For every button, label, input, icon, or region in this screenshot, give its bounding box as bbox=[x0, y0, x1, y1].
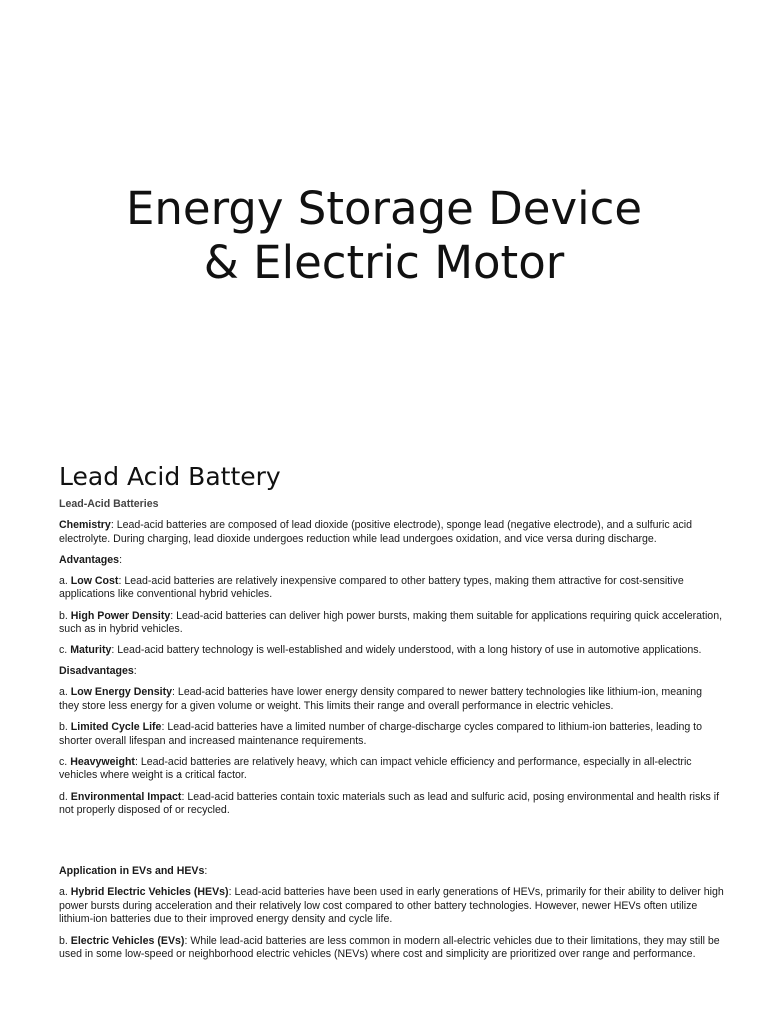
item-prefix: d. bbox=[59, 790, 71, 803]
chemistry-label: Chemistry bbox=[59, 519, 111, 532]
item-text: : While lead-acid batteries are less common in modern all-electric vehicles due to their limitations, they may still be used in some low-speed or neighborhood electric vehicles (NEVs) where cost and simplicity are prioritized over range and performance. bbox=[59, 934, 720, 961]
list-item bbox=[59, 610, 724, 637]
item-prefix: a. bbox=[59, 574, 71, 587]
item-text: : Lead-acid batteries contain toxic materials such as lead and sulfuric acid, posing environmental and health risks if not properly disposed of or recycled. bbox=[59, 790, 720, 817]
item-prefix: b. bbox=[59, 721, 71, 734]
list-item bbox=[59, 886, 724, 927]
body-text bbox=[59, 498, 724, 962]
list-item bbox=[59, 935, 724, 962]
title-line-1: Energy Storage Device bbox=[125, 182, 643, 235]
item-text: : Lead-acid batteries have a limited number of charge-discharge cycles compared to lithium-ion batteries, leading to shorter overall lifespan and increased maintenance requirements. bbox=[59, 721, 703, 747]
advantages-colon: : bbox=[119, 553, 123, 566]
item-text: : Lead-acid battery technology is well-established and widely understood, with a long history of use in automotive applications. bbox=[111, 644, 702, 657]
list-item bbox=[59, 721, 724, 748]
list-item bbox=[59, 686, 724, 713]
section-heading: Lead Acid Battery bbox=[59, 462, 281, 491]
item-text: : Lead-acid batteries can deliver high power bursts, making them suitable for applications requiring quick acceleration, such as in hybrid vehicles. bbox=[59, 609, 723, 636]
item-label: High Power Density bbox=[70, 609, 171, 622]
advantages-heading bbox=[59, 554, 724, 568]
item-prefix: a. bbox=[59, 686, 71, 699]
item-label: Environmental Impact bbox=[70, 790, 182, 803]
list-item bbox=[59, 791, 724, 818]
chemistry-paragraph bbox=[59, 519, 724, 546]
subheading: Lead-Acid Batteries bbox=[59, 498, 159, 510]
item-text: : Lead-acid batteries have been used in early generations of HEVs, primarily for their ability to deliver high power bursts during acceleration and their relatively low cost compared to other battery technologies. However, newer HEVs often utilize lithium-ion batteries due to their improved energy density and cycle life. bbox=[59, 886, 724, 926]
list-item bbox=[59, 756, 724, 783]
list-item bbox=[59, 644, 724, 658]
list-item bbox=[59, 575, 724, 602]
item-label: Heavyweight bbox=[70, 755, 135, 768]
content-slide bbox=[59, 462, 724, 969]
title-slide bbox=[0, 182, 768, 290]
disadvantages-colon: : bbox=[133, 665, 137, 678]
item-label: Hybrid Electric Vehicles (HEVs) bbox=[70, 886, 229, 899]
item-prefix: c. bbox=[59, 755, 71, 768]
item-label: Limited Cycle Life bbox=[70, 721, 162, 734]
item-text: : Lead-acid batteries are relatively inexpensive compared to other battery types, making them attractive for cost-sensitive applications like conventional hybrid vehicles. bbox=[59, 574, 684, 601]
application-colon: : bbox=[204, 865, 208, 878]
item-label: Maturity bbox=[70, 644, 112, 657]
application-label: Application in EVs and HEVs bbox=[59, 865, 205, 878]
item-label: Low Energy Density bbox=[70, 686, 173, 699]
item-text: : Lead-acid batteries are relatively heavy, which can impact vehicle efficiency and performance, especially in all-electric vehicles where weight is a critical factor. bbox=[59, 755, 692, 782]
item-label: Low Cost bbox=[70, 574, 119, 587]
item-prefix: b. bbox=[59, 934, 71, 947]
item-prefix: c. bbox=[59, 644, 71, 657]
disadvantages-label: Disadvantages bbox=[59, 665, 134, 678]
item-label: Electric Vehicles (EVs) bbox=[70, 934, 185, 947]
item-prefix: b. bbox=[59, 609, 71, 622]
title-line-2: & Electric Motor bbox=[203, 236, 565, 289]
item-prefix: a. bbox=[59, 886, 71, 899]
spacer bbox=[59, 825, 724, 865]
disadvantages-heading bbox=[59, 665, 724, 679]
chemistry-text: : Lead-acid batteries are composed of lead dioxide (positive electrode), sponge lead (negative electrode), and a sulfuric acid electrolyte. During charging, lead dioxide undergoes reduction while lead undergoes oxidation, and vice versa during discharge. bbox=[59, 519, 693, 545]
application-heading bbox=[59, 865, 724, 879]
item-text: : Lead-acid batteries have lower energy density compared to newer battery technologies like lithium-ion, meaning they store less energy for a given volume or weight. This limits their range and overall performance in electric vehicles. bbox=[59, 686, 703, 713]
advantages-label: Advantages bbox=[59, 553, 120, 566]
